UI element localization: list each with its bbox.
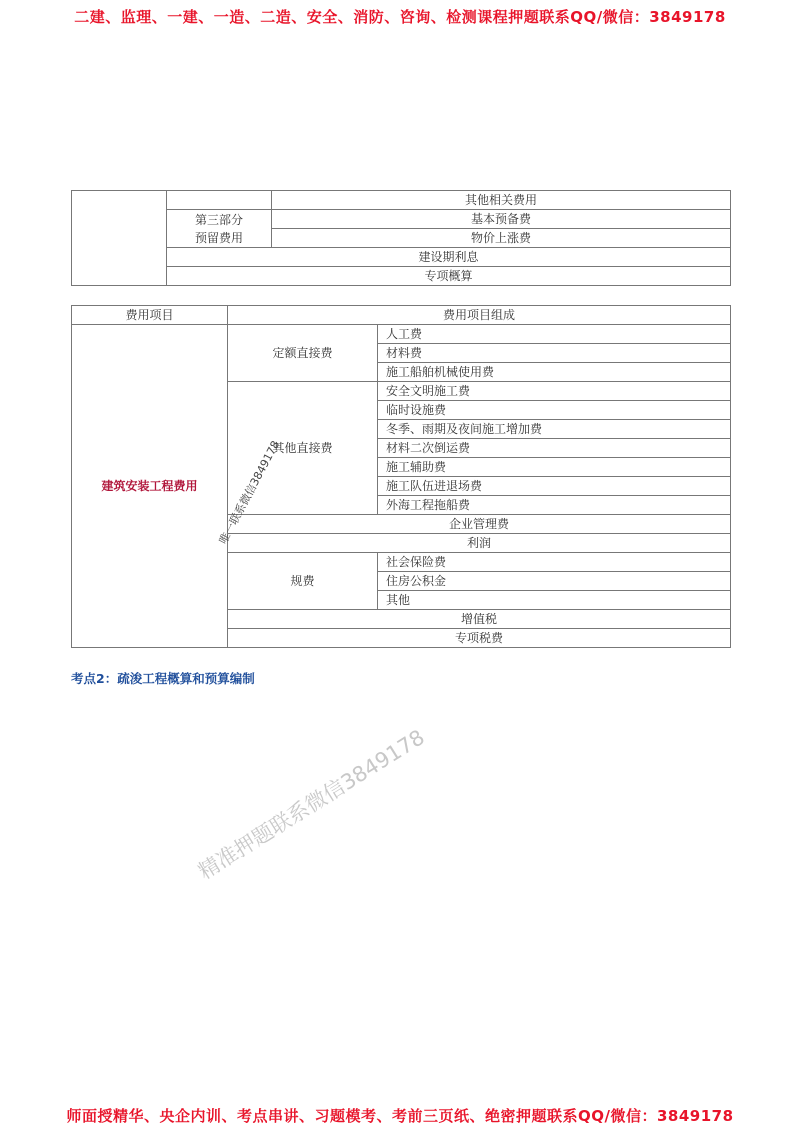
part3-label: 第三部分	[194, 212, 243, 227]
header-fee-composition: 费用项目组成	[228, 306, 731, 325]
profit-cell: 利润	[228, 534, 731, 553]
list-item: 社会保险费	[378, 553, 731, 572]
list-item: 施工队伍进退场费	[378, 477, 731, 496]
section-heading: 考点2：疏浚工程概算和预算编制	[71, 671, 255, 686]
part3-cell	[167, 210, 272, 248]
blank-cell	[167, 191, 272, 210]
price-rise-cell: 物价上涨费	[272, 229, 731, 248]
list-item: 住房公积金	[378, 572, 731, 591]
basic-reserve-cell: 基本预备费	[272, 210, 731, 229]
other-fees-cell: 其他相关费用	[272, 191, 731, 210]
list-item: 施工船舶机械使用费	[378, 363, 731, 382]
special-tax-cell: 专项税费	[228, 629, 731, 648]
special-estimate-cell: 专项概算	[167, 267, 731, 286]
list-item: 施工辅助费	[378, 458, 731, 477]
list-item: 材料费	[378, 344, 731, 363]
estimate-parts-table	[71, 190, 731, 286]
list-item: 外海工程拖船费	[378, 496, 731, 515]
list-item: 临时设施费	[378, 401, 731, 420]
watermark-large: 精准押题联系微信3849178	[194, 725, 429, 885]
list-item: 人工费	[378, 325, 731, 344]
list-item: 其他	[378, 591, 731, 610]
construction-fee-table	[71, 305, 731, 648]
vat-cell: 增值税	[228, 610, 731, 629]
list-item: 材料二次倒运费	[378, 439, 731, 458]
list-item: 安全文明施工费	[378, 382, 731, 401]
enterprise-mgmt-cell: 企业管理费	[228, 515, 731, 534]
header-fee-item: 费用项目	[72, 306, 228, 325]
top-banner: 二建、监理、一建、一造、二造、安全、消防、咨询、检测课程押题联系QQ/微信：3849178	[74, 8, 726, 26]
direct-quota-cell: 定额直接费	[228, 325, 378, 382]
list-item: 冬季、雨期及夜间施工增加费	[378, 420, 731, 439]
regulatory-fee-cell: 规费	[228, 553, 378, 610]
watermark-small: 唯一联系微信3849178	[216, 438, 283, 547]
other-direct-cell: 其他直接费	[228, 382, 378, 515]
reserve-fee-label: 预留费用	[194, 230, 243, 245]
bottom-banner: 师面授精华、央企内训、考点串讲、习题模考、考前三页纸、绝密押题联系QQ/微信：3849178	[66, 1107, 734, 1125]
construction-interest-cell: 建设期利息	[167, 248, 731, 267]
main-category-cell: 建筑安装工程费用	[72, 325, 228, 648]
blank-cell	[72, 191, 167, 286]
